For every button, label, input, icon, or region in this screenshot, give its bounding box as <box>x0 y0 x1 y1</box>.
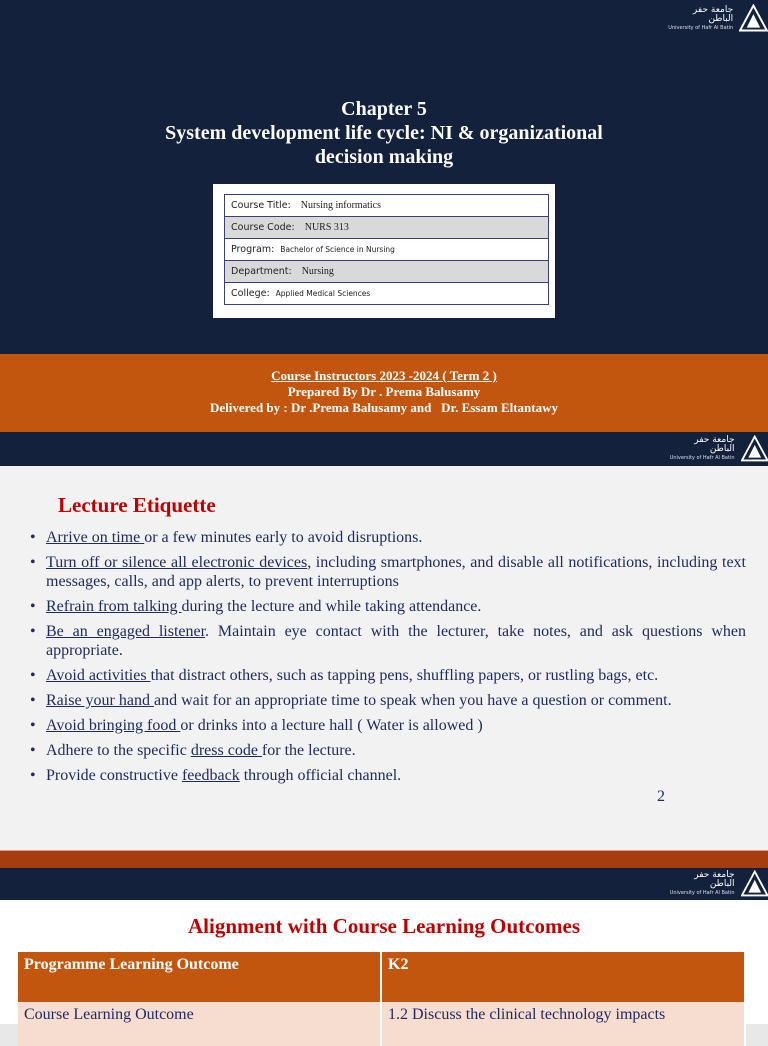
bullet-text: Provide constructive <box>46 767 182 784</box>
alignment-title: Alignment with Course Learning Outcomes <box>188 914 580 938</box>
course-info-box <box>213 184 555 318</box>
bullet-text: for the lecture. <box>261 742 356 759</box>
logo-arabic-text: جامعة حفر الباطن <box>694 435 735 454</box>
course-info-label: Course Title: <box>231 200 291 211</box>
list-item <box>30 528 746 547</box>
logo-english-text: University of Hafr Al Batin <box>669 890 735 896</box>
course-info-table <box>224 194 549 305</box>
course-info-label: Course Code: <box>231 222 295 233</box>
bullet-keyphrase: Be an engaged listener <box>46 623 206 640</box>
course-info-value: Bachelor of Science in Nursing <box>280 245 395 254</box>
table-row <box>18 1002 745 1046</box>
table-header-row <box>18 952 745 1002</box>
course-info-row <box>225 283 549 305</box>
course-info-value: NURS 313 <box>304 222 349 233</box>
bullet-keyphrase: Raise your hand <box>46 692 154 709</box>
university-emblem-icon <box>741 870 768 897</box>
list-item <box>30 553 746 591</box>
course-info-label: Department: <box>231 266 292 277</box>
table-cell: Course Learning Outcome <box>18 1002 381 1046</box>
bullet-text: that distract others, such as tapping pens, shuffling papers, or rustling bags, etc. <box>150 667 659 684</box>
instructors-band <box>0 354 768 432</box>
bullet-text: or a few minutes early to avoid disruptions. <box>144 529 423 546</box>
course-info-row <box>225 195 549 217</box>
bullet-keyphrase: Avoid bringing food <box>46 717 181 734</box>
list-item <box>30 766 746 785</box>
course-info-value: Nursing <box>301 266 334 277</box>
logo-english-text: University of Hafr Al Batin <box>668 24 734 31</box>
bullet-keyphrase: dress code <box>190 742 262 759</box>
list-item <box>30 597 746 616</box>
slide-footer-bar <box>0 850 768 869</box>
bullet-keyphrase: feedback <box>181 767 240 784</box>
bullet-keyphrase: Arrive on time <box>46 529 145 546</box>
delivered-by: Delivered by : Dr .Prema Balusamy and Dr. Essam Eltantawy <box>210 400 558 415</box>
title-slide <box>0 0 768 432</box>
logo-arabic-text: جامعة حفر الباطن <box>694 870 735 889</box>
chapter-label: Chapter 5 <box>341 98 427 120</box>
prepared-by: Prepared By Dr . Prema Balusamy <box>287 384 481 399</box>
slide-header-bar <box>0 868 768 900</box>
slide-header-bar <box>0 432 768 466</box>
course-info-row <box>225 261 549 283</box>
list-item <box>30 691 746 710</box>
bullet-text: through official channel. <box>239 767 402 784</box>
bullet-text: and wait for an appropriate time to speak when you have a question or comment. <box>153 692 672 709</box>
etiquette-title: Lecture Etiquette <box>58 493 216 517</box>
course-info-label: College: <box>231 288 270 299</box>
etiquette-list <box>30 528 746 791</box>
course-info-value: Nursing informatics <box>300 200 382 211</box>
bullet-text: . Maintain eye contact with the lecturer, take notes, and ask questions when appropriate. <box>46 623 746 659</box>
bullet-text: , including smartphones, and disable all notifications, including text messages, calls, and app alerts, to prevent interruptions <box>46 554 747 590</box>
university-emblem-icon <box>741 435 768 462</box>
chapter-title-line-1: System development life cycle: NI & organizational <box>165 122 603 144</box>
table-header-cell: K2 <box>381 952 745 1002</box>
bullet-keyphrase: Avoid activities <box>46 667 151 684</box>
list-item <box>30 622 746 660</box>
course-info-row <box>225 239 549 261</box>
table-header-cell: Programme Learning Outcome <box>18 952 381 1002</box>
bullet-text: or drinks into a lecture hall ( Water is allowed ) <box>180 717 483 734</box>
logo-arabic-text: جامعة حفر الباطن <box>692 4 734 24</box>
bullet-text: Adhere to the specific <box>46 742 191 759</box>
bullet-text: during the lecture and while taking attendance. <box>181 598 482 615</box>
page-number: 2 <box>657 788 665 805</box>
outcome-table <box>18 952 746 1046</box>
course-info-value: Applied Medical Sciences <box>275 289 371 298</box>
course-info-row <box>225 217 549 239</box>
university-logo <box>668 870 768 897</box>
course-info-label: Program: <box>231 244 275 255</box>
bullet-keyphrase: Refrain from talking <box>46 598 182 615</box>
list-item <box>30 741 746 760</box>
list-item <box>30 716 746 735</box>
table-cell: 1.2 Discuss the clinical technology impacts <box>381 1002 745 1046</box>
university-emblem-icon <box>739 4 768 32</box>
etiquette-slide <box>0 432 768 868</box>
list-item <box>30 666 746 685</box>
instructors-heading: Course Instructors 2023 -2024 ( Term 2 ) <box>271 368 497 383</box>
chapter-title-line-2: decision making <box>314 146 454 168</box>
logo-english-text: University of Hafr Al Batin <box>669 455 735 461</box>
slide-title <box>0 97 768 169</box>
university-logo <box>668 435 768 462</box>
university-logo <box>668 4 768 32</box>
alignment-slide <box>0 868 768 1024</box>
bullet-keyphrase: Turn off or silence all electronic devices <box>46 554 308 571</box>
